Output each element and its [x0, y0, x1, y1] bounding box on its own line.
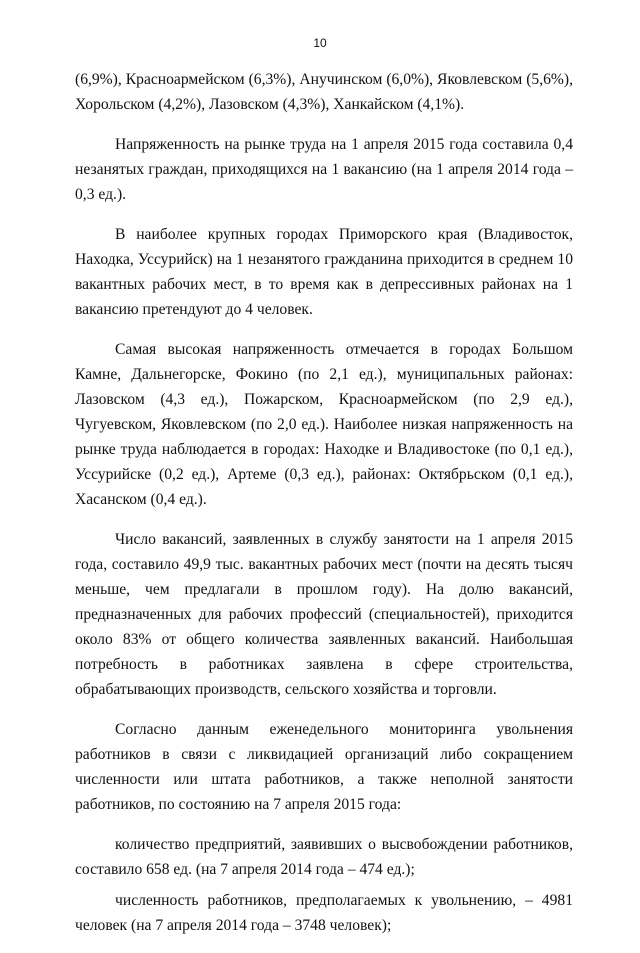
- paragraph-labor-tension: Напряженность на рынке труда на 1 апреля 2015 года составила 0,4 незанятых граждан, приходящихся на 1 вакансию (на 1 апреля 2014 года – 0,3 ед.).: [75, 136, 573, 203]
- paragraph-workers-count: численность работников, предполагаемых к увольнению, – 4981 человек (на 7 апреля 2014 года – 3748 человек);: [75, 892, 573, 934]
- document-body: [75, 67, 573, 953]
- paragraph-large-cities: В наиболее крупных городах Приморского края (Владивосток, Находка, Уссурийск) на 1 незанятого гражданина приходится в среднем 10 вакантных рабочих мест, в то время как в депрессивных районах на 1 вакансию претендуют до 4 человек.: [75, 226, 573, 318]
- page-number: 10: [313, 36, 327, 50]
- paragraph-monitoring: Согласно данным еженедельного мониторинга увольнения работников в связи с ликвидацией организаций либо сокращением численности или штата работников, а также неполной занятости работников, по состоянию на 7 апреля 2015 года:: [75, 721, 573, 813]
- paragraph-continuation: (6,9%), Красноармейском (6,3%), Анучинском (6,0%), Яковлевском (5,6%), Хорольском (4,2%), Лазовском (4,3%), Ханкайском (4,1%).: [75, 71, 573, 113]
- paragraph-enterprises-count: количество предприятий, заявивших о высвобождении работников, составило 658 ед. (на 7 апреля 2014 года – 474 ед.);: [75, 836, 573, 878]
- paragraph-highest-tension: Самая высокая напряженность отмечается в городах Большом Камне, Дальнегорске, Фокино (по 2,1 ед.), муниципальных районах: Лазовском (4,3 ед.), Пожарском, Красноармейском (по 2,9 ед.), Чугуевском, Яковлевском (по 2,0 ед.). Наиболее низкая напряженность на рынке труда наблюдается в городах: Находке и Владивостоке (по 0,1 ед.), Уссурийске (0,2 ед.), Артеме (0,3 ед.), районах: Октябрьском (0,1 ед.), Хасанском (0,4 ед.).: [75, 341, 573, 508]
- paragraph-vacancies: Число вакансий, заявленных в службу занятости на 1 апреля 2015 года, составило 49,9 тыс. вакантных рабочих мест (почти на десять тысяч меньше, чем предлагали в прошлом году). На долю вакансий, предназначенных для рабочих профессий (специальностей), приходится около 83% от общего количества заявленных вакансий. Наибольшая потребность в работниках заявлена в сфере строительства, обрабатывающих производств, сельского хозяйства и торговли.: [75, 531, 573, 698]
